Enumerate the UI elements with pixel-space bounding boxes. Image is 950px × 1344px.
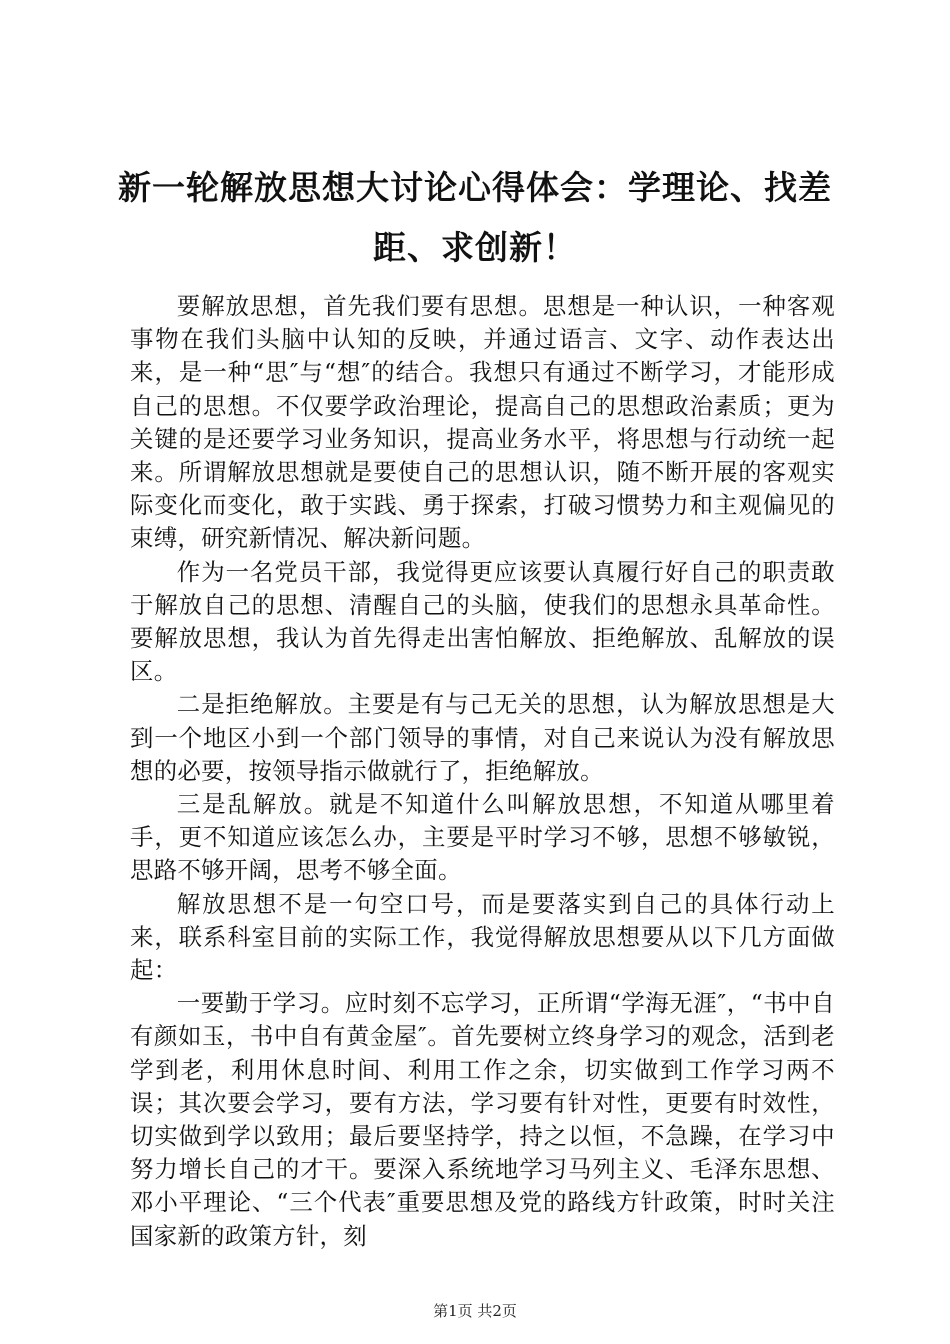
paragraph-4: 三是乱解放。就是不知道什么叫解放思想，不知道从哪里着手，更不知道应该怎么办，主要是平时学习不够，思想不够敏锐，思路不够开阔，思考不够全面。 (130, 790, 835, 885)
paragraph-1: 要解放思想，首先我们要有思想。思想是一种认识，一种客观事物在我们头脑中认知的反映，并通过语言、文字、动作表达出来，是一种“思″与“想″的结合。我想只有通过不断学习，才能形成自己的思想。不仅要学政治理论，提高自己的思想政治素质；更为关键的是还要学习业务知识，提高业务水平，将思想与行动统一起来。所谓解放思想就是要使自己的思想认识，随不断开展的客观实际变化而变化，敢于实践、勇于探索，打破习惯势力和主观偏见的束缚，研究新情况、解决新问题。 (130, 292, 835, 553)
document-title: 新一轮解放思想大讨论心得体会：学理论、找差距、求创新！ (118, 168, 832, 267)
paragraph-2: 作为一名党员干部，我觉得更应该要认真履行好自己的职责敢于解放自己的思想、清醒自己的头脑，使我们的思想永具革命性。要解放思想，我认为首先得走出害怕解放、拒绝解放、乱解放的误区。 (130, 557, 835, 686)
page-footer: 第1页 共2页 (433, 1302, 517, 1320)
paragraph-3: 二是拒绝解放。主要是有与己无关的思想，认为解放思想是大到一个地区小到一个部门领导的事情，对自己来说认为没有解放思想的必要，按领导指示做就行了，拒绝解放。 (130, 690, 835, 785)
document-body (130, 290, 835, 1253)
paragraph-5: 解放思想不是一句空口号，而是要落实到自己的具体行动上来，联系科室目前的实际工作，我觉得解放思想要从以下几方面做起： (130, 889, 835, 985)
paragraph-6: 一要勤于学习。应时刻不忘学习，正所谓“学海无涯″，“书中自有颜如玉，书中自有黄金屋″。首先要树立终身学习的观念，活到老学到老，利用休息时间、利用工作之余，切实做到工作学习两不误；其次要会学习，要有方法，学习要有针对性，更要有时效性，切实做到学以致用；最后要坚持学，持之以恒，不急躁，在学习中努力增长自己的才干。要深入系统地学习马列主义、毛泽东思想、邓小平理论、“三个代表″重要思想及党的路线方针政策，时时关注国家新的政策方针，刻 (130, 989, 835, 1250)
